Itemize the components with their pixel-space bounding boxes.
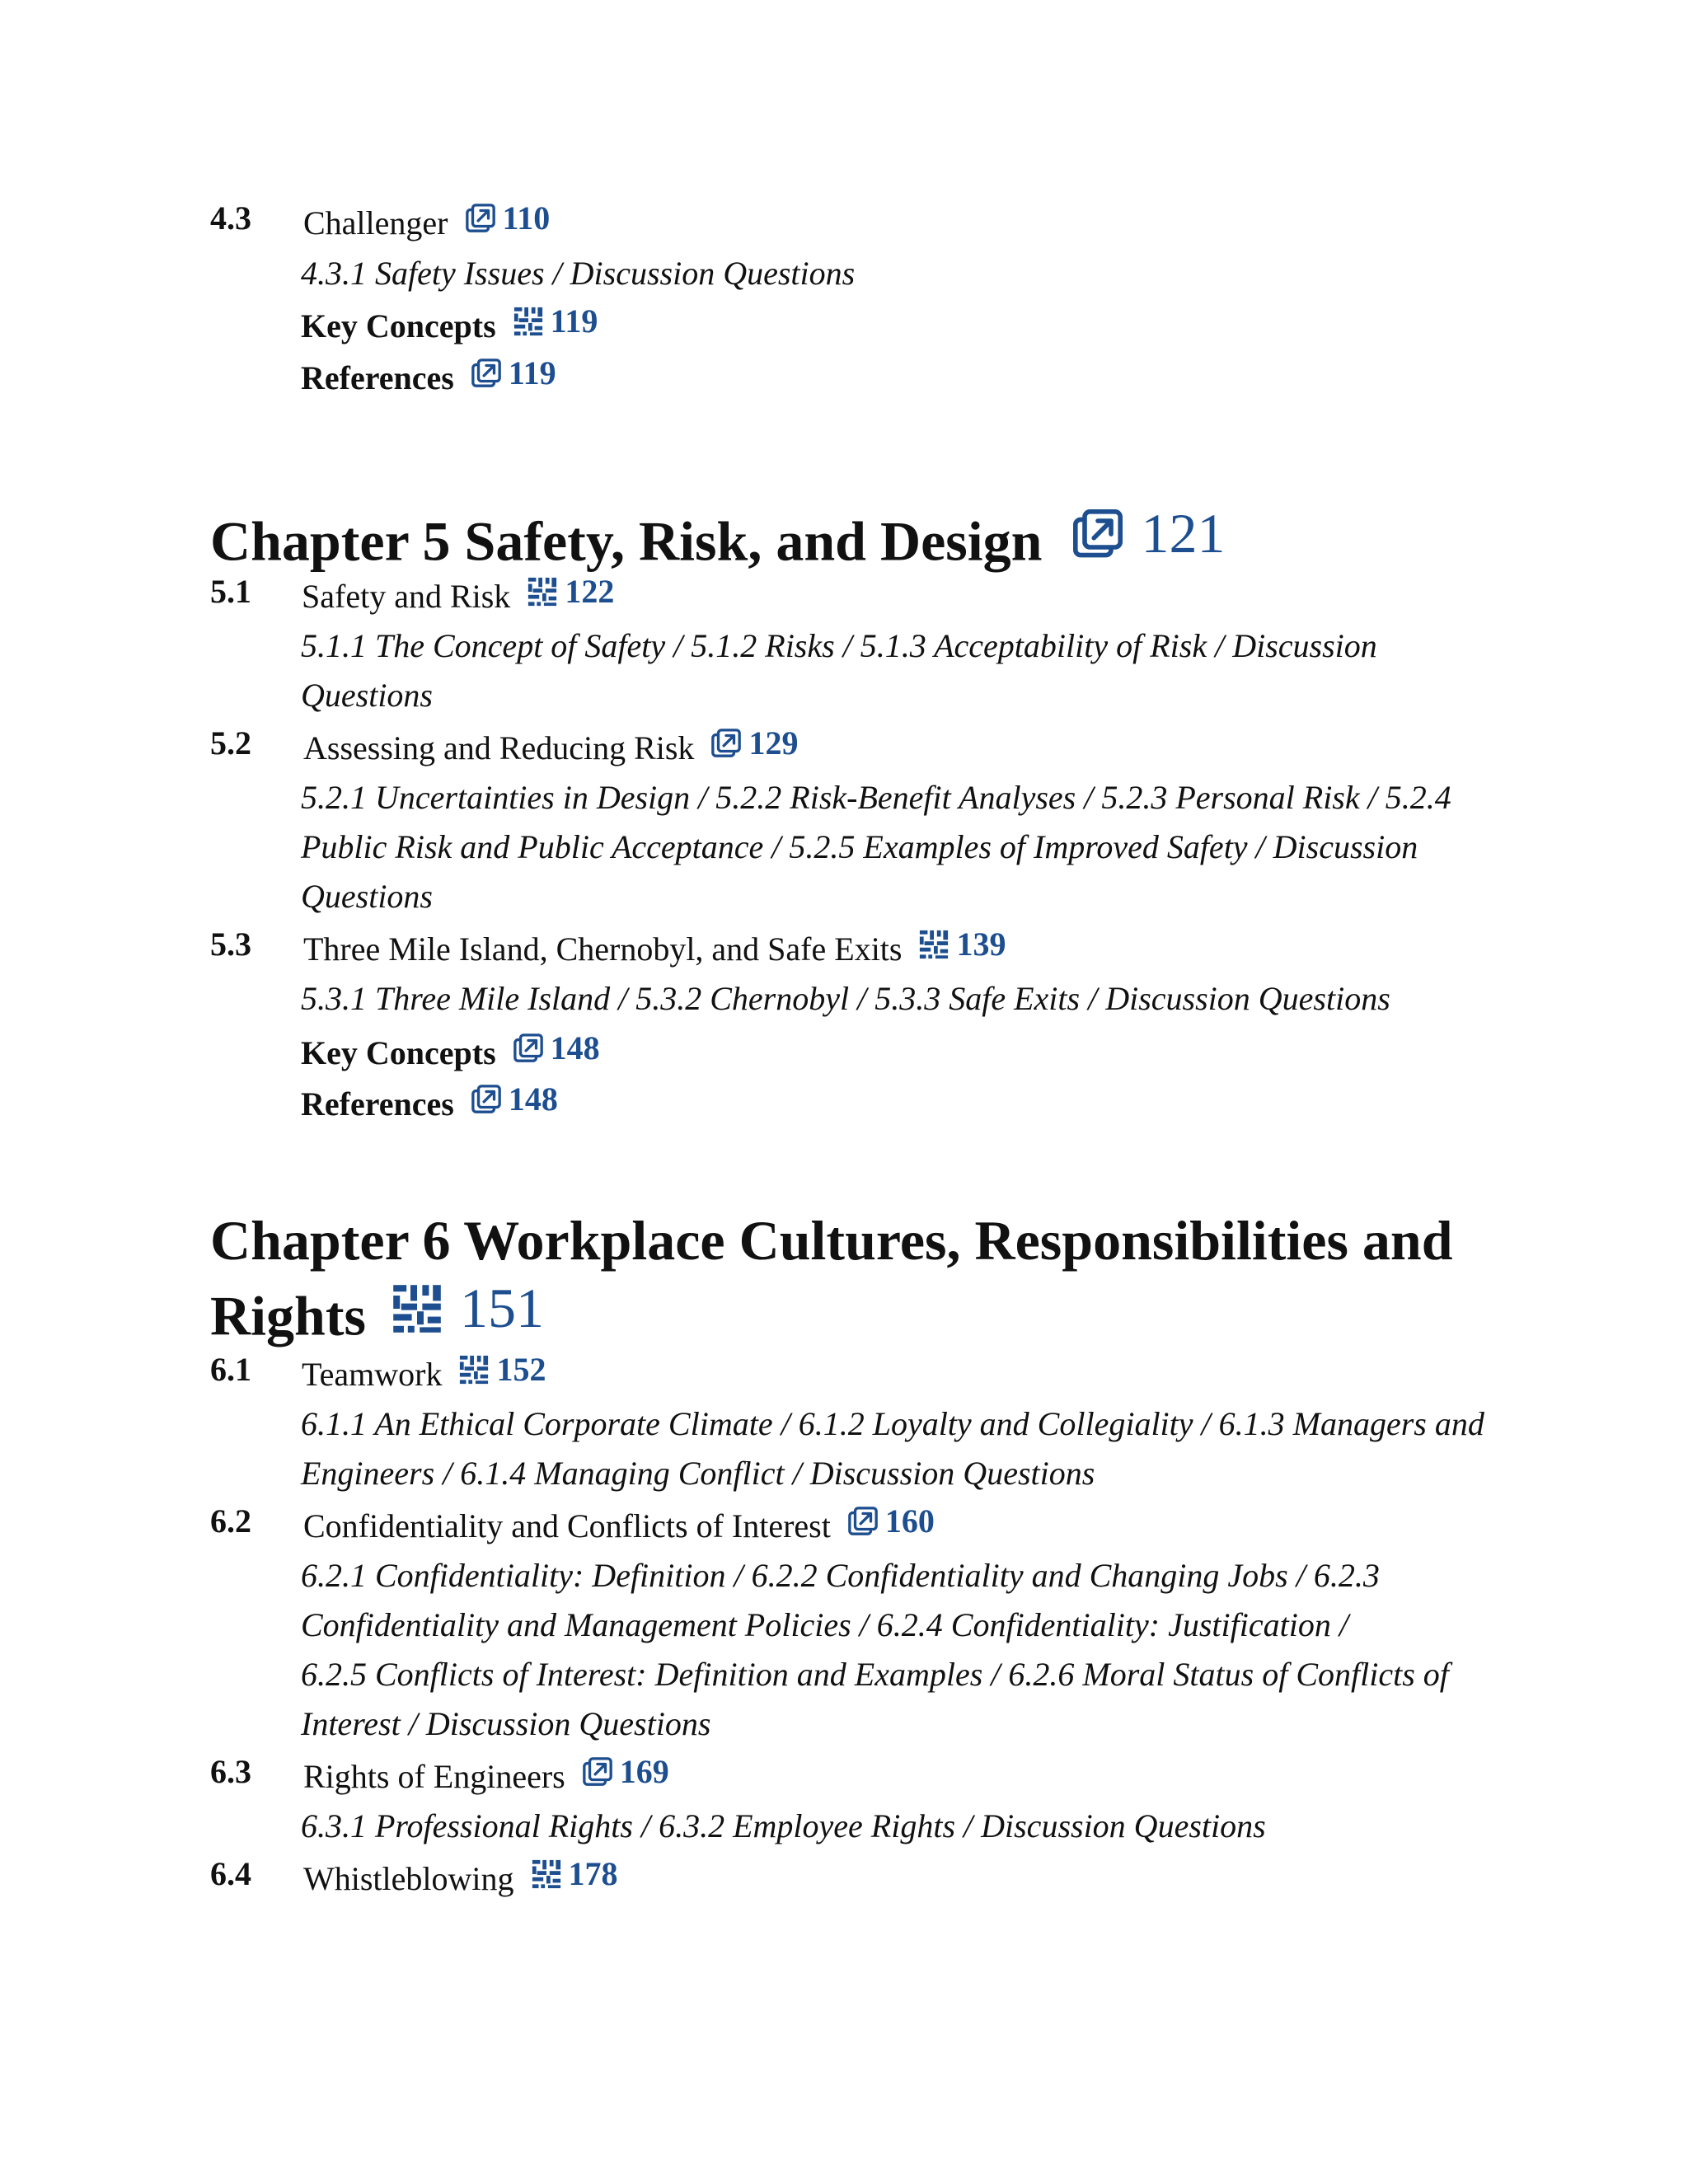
qr-code-icon bbox=[391, 1282, 443, 1335]
qr-code-icon bbox=[918, 929, 950, 960]
external-link-icon bbox=[710, 728, 742, 759]
external-link-icon bbox=[465, 203, 496, 234]
chapter-heading-6-line2 bbox=[210, 1276, 544, 1349]
page-number: 129 bbox=[748, 724, 799, 762]
section-number: 6.2 bbox=[210, 1502, 251, 1540]
page-number: 110 bbox=[502, 199, 551, 237]
page-number: 151 bbox=[459, 1277, 544, 1339]
page-number: 121 bbox=[1141, 502, 1226, 565]
subsection-list-line: Interest / Discussion Questions bbox=[301, 1705, 711, 1742]
page-number: 178 bbox=[568, 1855, 618, 1892]
section-title bbox=[302, 1353, 546, 1391]
page-number: 122 bbox=[565, 573, 615, 610]
page-number: 139 bbox=[956, 926, 1006, 963]
page-link[interactable] bbox=[918, 928, 1006, 961]
references-entry bbox=[301, 1080, 558, 1122]
subsection-list-line: 6.2.1 Confidentiality: Definition / 6.2.2 Confidentiality and Changing Jobs / 6.2.3 bbox=[301, 1557, 1380, 1594]
external-link-icon bbox=[847, 1506, 879, 1537]
key-concepts-entry bbox=[301, 302, 598, 344]
qr-code-icon bbox=[531, 1858, 562, 1890]
section-title-text: Whistleblowing bbox=[303, 1860, 514, 1897]
page-number: 148 bbox=[508, 1080, 558, 1118]
section-title bbox=[303, 199, 551, 241]
qr-code-icon bbox=[513, 306, 544, 337]
page-link[interactable] bbox=[527, 575, 614, 608]
page-number: 169 bbox=[619, 1753, 669, 1790]
page-link[interactable] bbox=[465, 199, 551, 237]
page-link[interactable] bbox=[710, 724, 799, 762]
section-title-text: Safety and Risk bbox=[302, 578, 511, 615]
subsection-list: 5.3.1 Three Mile Island / 5.3.2 Chernobyl / 5.3.3 Safe Exits / Discussion Questions bbox=[301, 980, 1390, 1017]
subsection-list-line: 6.1.1 An Ethical Corporate Climate / 6.1.2 Loyalty and Collegiality / 6.1.3 Managers and bbox=[301, 1405, 1484, 1442]
page-link[interactable] bbox=[582, 1755, 669, 1788]
key-concepts-label: Key Concepts bbox=[301, 1034, 496, 1071]
chapter-page-link[interactable] bbox=[1071, 501, 1225, 566]
section-number: 5.1 bbox=[210, 573, 251, 610]
section-number: 5.2 bbox=[210, 724, 251, 762]
section-number: 6.4 bbox=[210, 1855, 251, 1892]
section-title-text: Teamwork bbox=[302, 1356, 443, 1393]
page-link[interactable] bbox=[513, 1029, 600, 1066]
page-number: 119 bbox=[550, 302, 598, 340]
external-link-icon bbox=[582, 1756, 613, 1788]
key-concepts-label: Key Concepts bbox=[301, 307, 496, 344]
section-title bbox=[303, 928, 1006, 966]
page-link[interactable] bbox=[847, 1502, 935, 1540]
external-link-icon bbox=[471, 1084, 502, 1115]
chapter-heading-5 bbox=[210, 501, 1225, 574]
subsection-list-line: 6.2.5 Conflicts of Interest: Definition and Examples / 6.2.6 Moral Status of Conflicts of bbox=[301, 1656, 1449, 1693]
page-link[interactable] bbox=[471, 354, 556, 391]
section-title-text: Confidentiality and Conflicts of Interest bbox=[303, 1507, 831, 1544]
subsection-list-line: 5.1.1 The Concept of Safety / 5.1.2 Risks / 5.1.3 Acceptability of Risk / Discussion bbox=[301, 627, 1377, 664]
section-title bbox=[303, 724, 799, 766]
page-number: 160 bbox=[884, 1502, 935, 1540]
subsection-list: 6.3.1 Professional Rights / 6.3.2 Employee Rights / Discussion Questions bbox=[301, 1807, 1266, 1844]
external-link-icon bbox=[1071, 508, 1124, 560]
page-number: 148 bbox=[550, 1029, 600, 1066]
subsection-list-line: Questions bbox=[301, 878, 433, 915]
section-number: 6.3 bbox=[210, 1753, 251, 1790]
page-number: 119 bbox=[508, 354, 556, 391]
external-link-icon bbox=[471, 358, 502, 389]
section-title-text: Challenger bbox=[303, 204, 448, 241]
section-number: 4.3 bbox=[210, 199, 251, 237]
page-number: 152 bbox=[496, 1351, 546, 1388]
subsection-list-line: Questions bbox=[301, 677, 433, 714]
subsection-list-line: 5.2.1 Uncertainties in Design / 5.2.2 Risk-Benefit Analyses / 5.2.3 Personal Risk / 5.2.4 bbox=[301, 779, 1451, 816]
subsection-list-line: Public Risk and Public Acceptance / 5.2.5 Examples of Improved Safety / Discussion bbox=[301, 828, 1418, 865]
key-concepts-entry bbox=[301, 1029, 600, 1071]
section-title-text: Three Mile Island, Chernobyl, and Safe Exits bbox=[303, 930, 903, 968]
references-label: References bbox=[301, 1085, 454, 1122]
chapter-heading-6-line1: Chapter 6 Workplace Cultures, Responsibilities and bbox=[210, 1209, 1453, 1272]
page-link[interactable] bbox=[513, 302, 598, 340]
qr-code-icon bbox=[458, 1354, 490, 1385]
page-link[interactable] bbox=[531, 1855, 618, 1892]
subsection-list: 4.3.1 Safety Issues / Discussion Questions bbox=[301, 255, 856, 292]
section-number: 6.1 bbox=[210, 1351, 251, 1388]
external-link-icon bbox=[513, 1033, 544, 1064]
qr-code-icon bbox=[527, 576, 558, 607]
chapter-title: Rights bbox=[210, 1284, 366, 1347]
section-title bbox=[303, 1502, 935, 1544]
section-number: 5.3 bbox=[210, 926, 251, 963]
section-title bbox=[303, 1855, 618, 1897]
section-title-text: Rights of Engineers bbox=[303, 1758, 565, 1795]
subsection-list-line: Engineers / 6.1.4 Managing Conflict / Discussion Questions bbox=[301, 1455, 1095, 1492]
references-label: References bbox=[301, 359, 454, 396]
section-title bbox=[303, 1755, 669, 1793]
page-link[interactable] bbox=[471, 1080, 558, 1118]
chapter-title: Chapter 5 Safety, Risk, and Design bbox=[210, 509, 1043, 573]
section-title bbox=[302, 575, 614, 613]
chapter-page-link[interactable] bbox=[391, 1276, 544, 1341]
subsection-list-line: Confidentiality and Management Policies / 6.2.4 Confidentiality: Justification / bbox=[301, 1606, 1348, 1643]
section-title-text: Assessing and Reducing Risk bbox=[303, 729, 695, 766]
page-link[interactable] bbox=[458, 1353, 546, 1386]
references-entry bbox=[301, 354, 556, 396]
